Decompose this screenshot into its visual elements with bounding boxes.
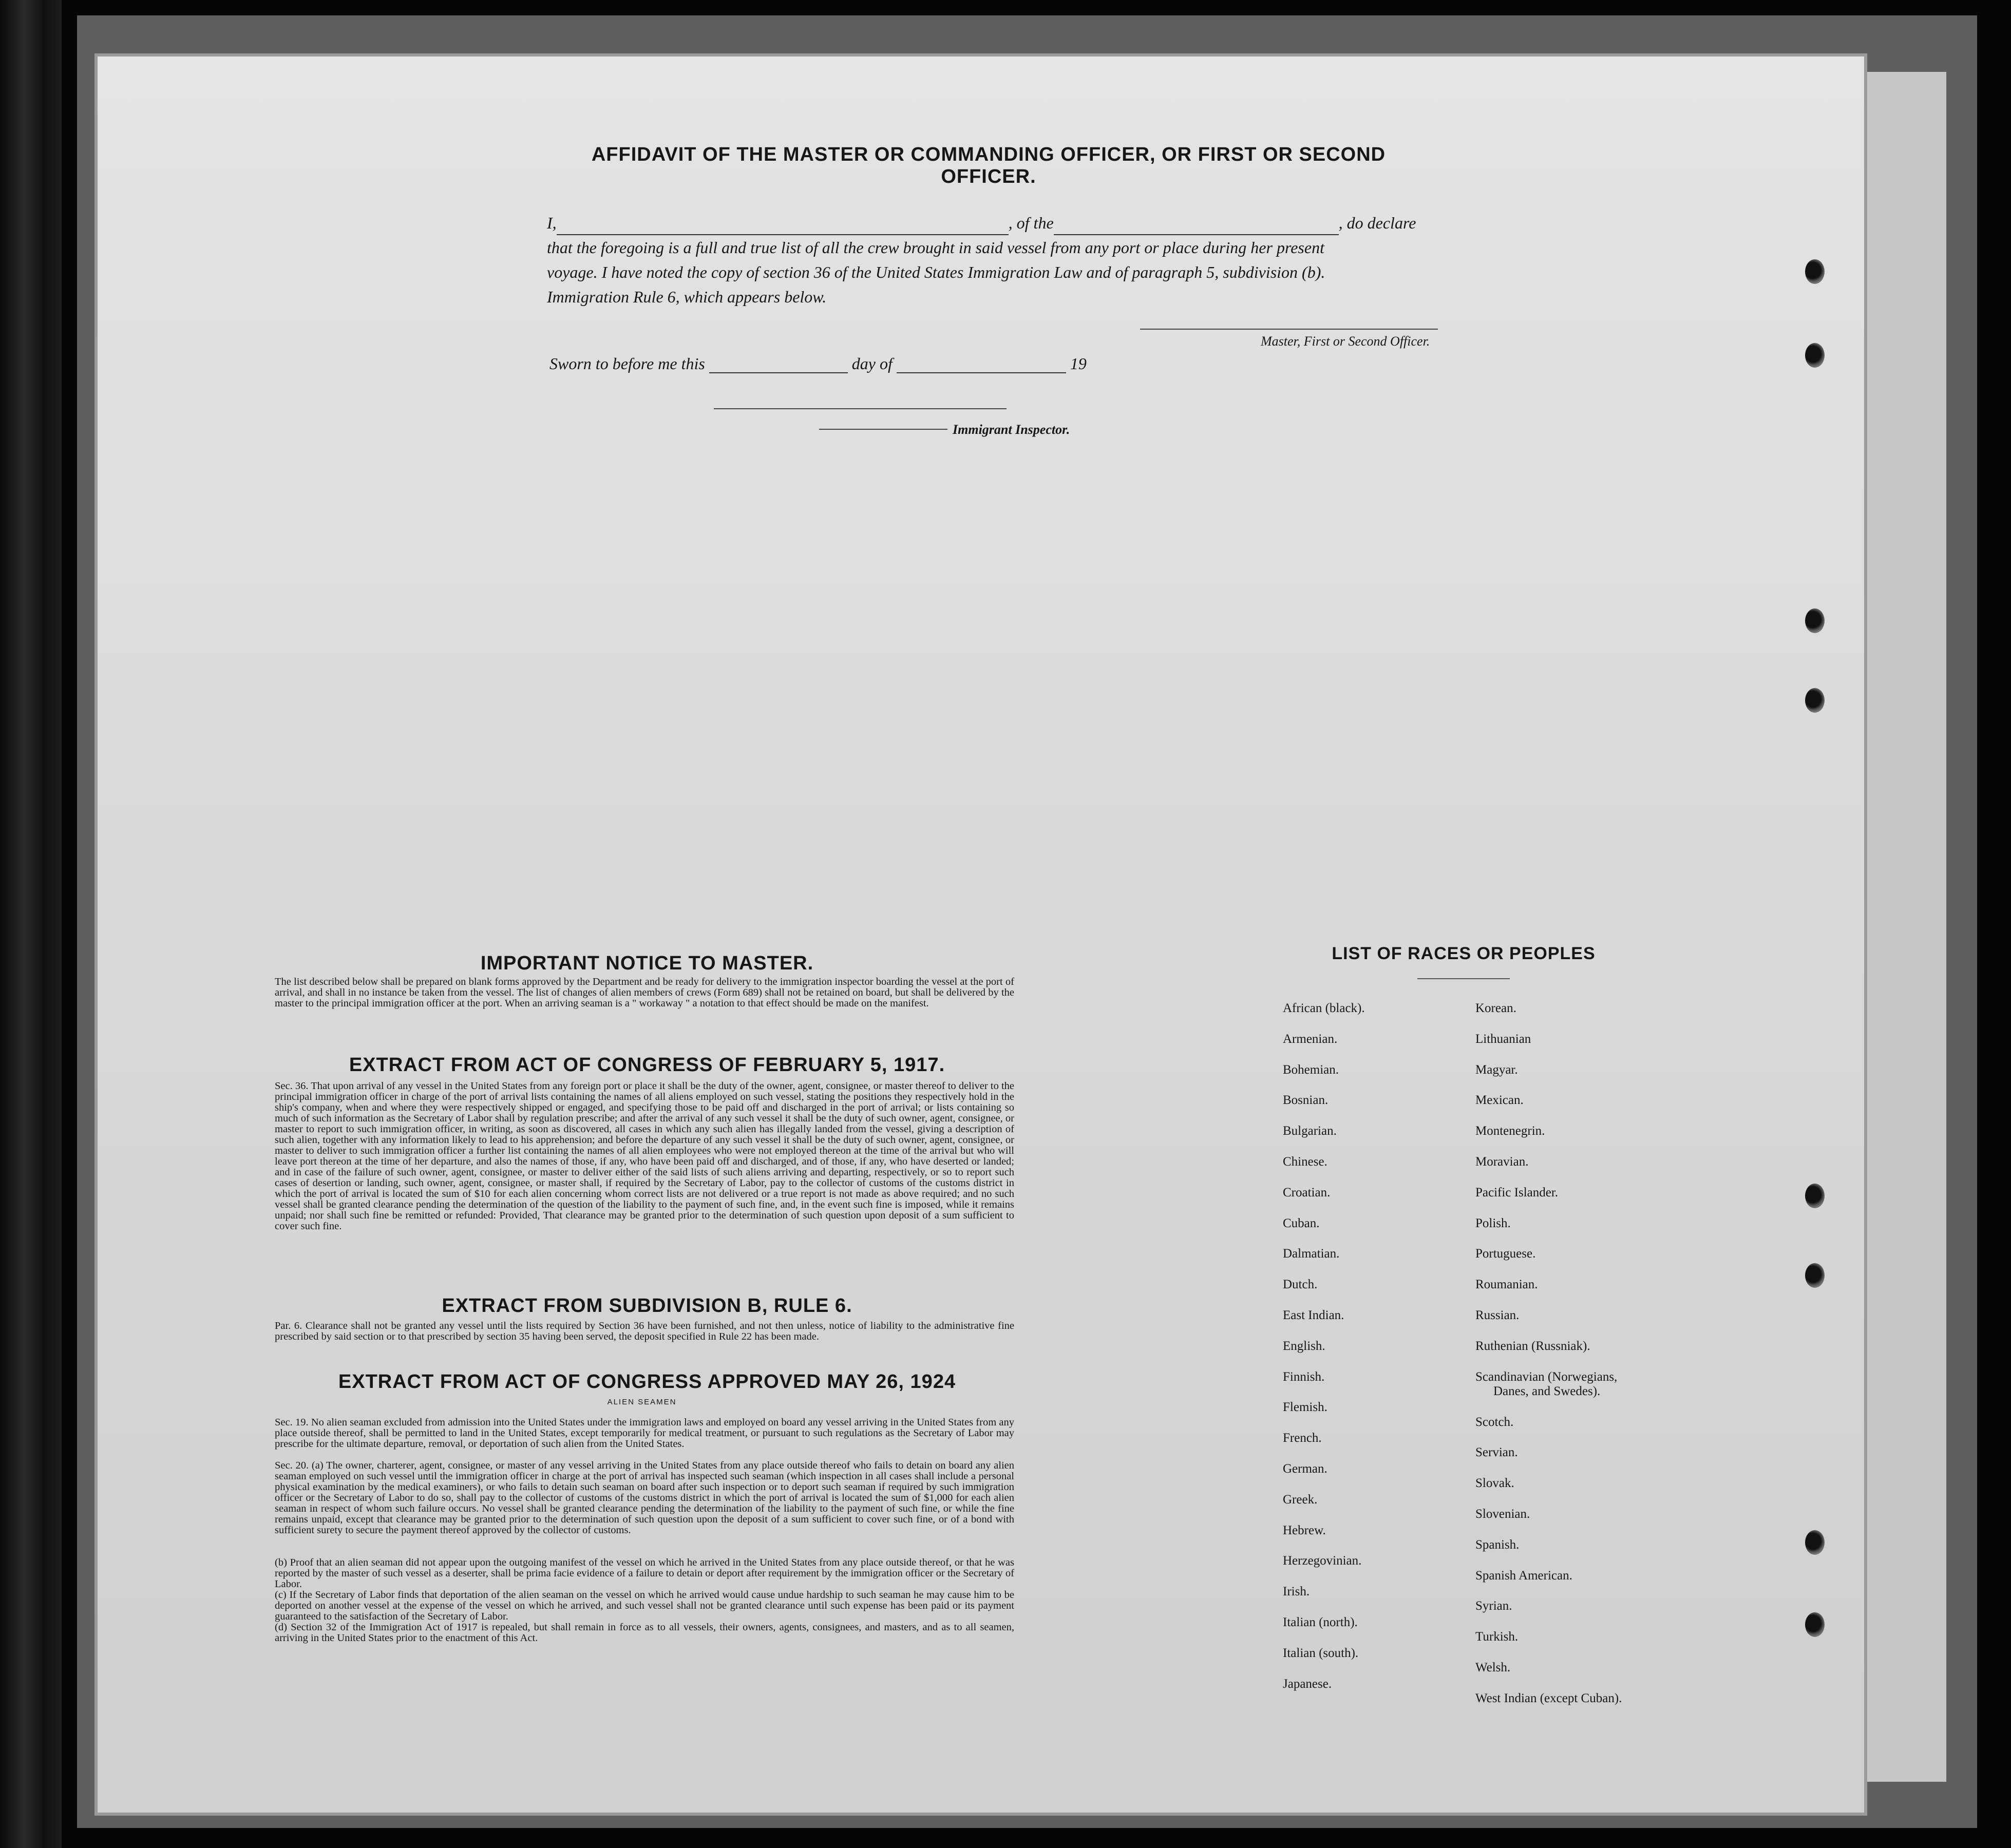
race-item: Turkish. bbox=[1475, 1630, 1519, 1644]
affidavit-line-4: Immigration Rule 6, which appears below. bbox=[547, 288, 827, 306]
race-item: Ruthenian (Russniak). bbox=[1475, 1339, 1590, 1353]
race-item: Magyar. bbox=[1475, 1063, 1518, 1077]
notice-title: IMPORTANT NOTICE TO MASTER. bbox=[480, 952, 814, 974]
race-item: German. bbox=[1283, 1462, 1327, 1476]
race-item: Dalmatian. bbox=[1283, 1247, 1340, 1261]
extract-1924-sec19: Sec. 19. No alien seaman excluded from admission into the United States under the immigration laws and employed on board any vessel arriving in the United States from any place outside thereof, shall be permitted to land in the United States, except temporarily for medical treatment, or pursuant to such regulations as the Secretary of Labor may prescribe for the ultimate departure, removal, or deportation of such alien from the United States. bbox=[275, 1417, 1014, 1450]
race-item: Bosnian. bbox=[1283, 1093, 1329, 1107]
race-item: Bulgarian. bbox=[1283, 1124, 1337, 1138]
extract-1924-sec20d: (d) Section 32 of the Immigration Act of 1917 is repealed, but shall remain in force as to all vessels, their owners, agents, consignees, and masters, and as to all seamen, arriving in the United States prior to the enactment of this Act. bbox=[275, 1622, 1014, 1644]
affidavit-line-2: that the foregoing is a full and true list of all the crew brought in said vessel from any port or place during her present bbox=[547, 238, 1324, 257]
race-item: Polish. bbox=[1475, 1216, 1511, 1230]
binder-hole-icon bbox=[1805, 259, 1825, 284]
race-item: Scandinavian (Norwegians, bbox=[1475, 1370, 1618, 1384]
race-item: West Indian (except Cuban). bbox=[1475, 1691, 1622, 1705]
races-title: LIST OF RACES OR PEOPLES bbox=[1332, 944, 1596, 963]
race-item: Cuban. bbox=[1283, 1216, 1320, 1230]
affidavit-line-1: I, , of the , do declare bbox=[547, 211, 1446, 235]
inspector-signature-line[interactable] bbox=[714, 408, 1007, 409]
race-item: Irish. bbox=[1283, 1585, 1310, 1598]
race-item: Syrian. bbox=[1475, 1599, 1512, 1613]
race-item: Hebrew. bbox=[1283, 1523, 1326, 1537]
binder-hole-icon bbox=[1805, 688, 1825, 713]
race-item: Moravian. bbox=[1475, 1155, 1529, 1169]
race-item: Roumanian. bbox=[1475, 1278, 1538, 1291]
races-title-rule bbox=[1417, 978, 1510, 979]
race-item: Bohemian. bbox=[1283, 1063, 1339, 1077]
race-item: Finnish. bbox=[1283, 1370, 1325, 1384]
race-item: Spanish. bbox=[1475, 1538, 1520, 1552]
master-signature-line[interactable] bbox=[1140, 329, 1438, 330]
rule6-title: EXTRACT FROM SUBDIVISION B, RULE 6. bbox=[442, 1295, 852, 1317]
race-item: English. bbox=[1283, 1339, 1325, 1353]
race-item: Servian. bbox=[1475, 1445, 1518, 1459]
extract-1917-text: Sec. 36. That upon arrival of any vessel in the United States from any foreign port or place it shall be the duty of the owner, agent, consignee, or master thereof to deliver to the principal immigration officer in charge of the port of arrival lists containing the names of all aliens employed on such vessel, stating the positions they respectively hold in the ship's company, when and where they were respectively shipped or engaged, and specifying those to be paid off and discharged in the port of arrival; or lists containing so much of such information as the Secretary of Labor shall by regulation prescribe; and after the arrival of any such vessel it shall be the duty of such owner, agent, consignee, or master to report to such immigration officer, in writing, as soon as discovered, all cases in which any such alien has illegally landed from the vessel, giving a description of such alien, together with any information likely to lead to his apprehension; and before the departure of any such vessel it shall be the duty of such owner, agent, consignee, or master to deliver to such immigration officer a further list containing the names of all alien employees who were not employed thereon at the time of the arrival but who will leave port thereon at the time of her departure, and also the names of those, if any, who have been paid off and discharged, and of those, if any, who have deserted or landed; and in case of the failure of such owner, agent, consignee, or master to deliver either of the said lists of such aliens arriving and departing, respectively, or so to report such cases of desertion or landing, such owner, agent, consignee, or master shall, if required by the Secretary of Labor, pay to the collector of customs of the customs district in which the port of arrival is located the sum of $10 for each alien concerning whom correct lists are not delivered or a true report is not made as above required; and no such vessel shall be granted clearance pending the determination of the question of the liability to the payment of such fine, and, in the event such fine is imposed, while it remains unpaid; nor shall such fine be remitted or refunded: Provided, That clearance may be granted prior to the determination of such question upon deposit of a sum sufficient to cover such fine. bbox=[275, 1080, 1014, 1232]
binder-hole-icon bbox=[1805, 1612, 1825, 1637]
sworn-month-field[interactable] bbox=[897, 355, 1066, 373]
extract-1924-sec20a: Sec. 20. (a) The owner, charterer, agent, consignee, or master of any vessel arriving in the United States from any place outside thereof who fails to detain on board any alien seaman employed on such vessel until the immigration officer in charge at the port of arrival has inspected such seaman (which inspection in all cases shall include a personal physical examination by the medical examiners), or who fails to detain such seaman on board after such inspection or to deport such seaman if required by such immigration officer or the Secretary of Labor to do so, shall pay to the collector of customs of the customs district in which the port of arrival is located the sum of $1,000 for each alien seaman in respect of whom such failure occurs. No vessel shall be granted clearance pending the determination of the liability to the payment of such fine, or while the fine remains unpaid, except that clearance may be granted prior to the determination of such question upon the deposit of a sum sufficient to cover such fine, or of a bond with sufficient surety to secure the payment thereof approved by the collector of customs. bbox=[275, 1460, 1014, 1536]
affidavit-title: AFFIDAVIT OF THE MASTER OR COMMANDING OFFICER, OR FIRST OR SECOND OFFICER. bbox=[591, 144, 1386, 187]
binder-hole-icon bbox=[1805, 1530, 1825, 1555]
race-item: Armenian. bbox=[1283, 1032, 1338, 1046]
race-item: Croatian. bbox=[1283, 1186, 1331, 1199]
race-item: Chinese. bbox=[1283, 1155, 1327, 1169]
binder-hole-icon bbox=[1805, 1184, 1825, 1208]
race-item: Japanese. bbox=[1283, 1677, 1332, 1691]
affidavit-text bbox=[547, 211, 1446, 309]
race-item: Slovenian. bbox=[1475, 1507, 1530, 1521]
race-item: Spanish American. bbox=[1475, 1569, 1572, 1583]
race-item: Lithuanian bbox=[1475, 1032, 1531, 1046]
race-item: Pacific Islander. bbox=[1475, 1186, 1559, 1199]
race-item: Dutch. bbox=[1283, 1278, 1318, 1291]
notice-text: The list described below shall be prepared on blank forms approved by the Department and be ready for delivery to the immigration inspector boarding the vessel at the port of arrival, and shall in no instance be taken from the vessel. The list of changes of alien members of crews (Form 689) shall not be retained on board, but shall be delivered by the master to the principal immigration officer at the port. When an arriving seaman is a " workaway " a notation to that effect should be made on the manifest. bbox=[275, 976, 1014, 1009]
scan-left-edge bbox=[0, 0, 62, 1848]
extract-1924-title: EXTRACT FROM ACT OF CONGRESS APPROVED MAY 26, 1924 bbox=[338, 1371, 956, 1393]
race-item: Herzegovinian. bbox=[1283, 1554, 1362, 1568]
master-signature-label: Master, First or Second Officer. bbox=[1261, 334, 1430, 349]
race-item: Welsh. bbox=[1475, 1661, 1511, 1674]
form-page bbox=[98, 56, 1864, 1813]
race-item: Slovak. bbox=[1475, 1476, 1514, 1490]
extract-1917-title: EXTRACT FROM ACT OF CONGRESS OF FEBRUARY 5, 1917. bbox=[349, 1054, 945, 1076]
sworn-day-field[interactable] bbox=[709, 355, 848, 373]
binder-hole-icon bbox=[1805, 1263, 1825, 1288]
extract-1924-sec20c: (c) If the Secretary of Labor finds that deportation of the alien seaman on the vessel on which he arrived would cause undue hardship to such seaman he may cause him to be deported on another vessel at the expense of the vessel on which he arrived, and such vessel shall not be granted clearance until such expense has been paid or its payment guaranteed to the satisfaction of the Secretary of Labor. bbox=[275, 1589, 1014, 1622]
sworn-statement: Sworn to before me this day of 19 bbox=[549, 354, 1087, 373]
race-item: Italian (south). bbox=[1283, 1646, 1359, 1660]
race-item: Mexican. bbox=[1475, 1093, 1524, 1107]
race-item: French. bbox=[1283, 1431, 1322, 1445]
rule6-text: Par. 6. Clearance shall not be granted any vessel until the lists required by Section 36 have been furnished, and not then unless, notice of liability to the administrative fine prescribed by said section or to that prescribed by section 35 having been served, the deposit specified in Rule 22 has been made. bbox=[275, 1320, 1014, 1342]
binder-hole-icon bbox=[1805, 343, 1825, 368]
race-item: Greek. bbox=[1283, 1493, 1318, 1507]
inspector-signature-line-2[interactable] bbox=[819, 429, 947, 430]
race-item: East Indian. bbox=[1283, 1308, 1344, 1322]
inspector-label: Immigrant Inspector. bbox=[953, 422, 1070, 437]
extract-1924-subtitle: ALIEN SEAMEN bbox=[607, 1398, 677, 1406]
extract-1924-sec20b: (b) Proof that an alien seaman did not appear upon the outgoing manifest of the vessel on which he arrived in the United States from any place outside thereof, or that he was reported by the master of such vessel as a deserter, shall be prima facie evidence of a failure to detain or deport after requirement by the immigration officer or the Secretary of Labor. bbox=[275, 1557, 1014, 1590]
binder-hole-icon bbox=[1805, 608, 1825, 633]
race-item: Montenegrin. bbox=[1475, 1124, 1545, 1138]
affidavit-line-3: voyage. I have noted the copy of section 36 of the United States Immigration Law and of paragraph 5, subdivision (b). bbox=[547, 263, 1325, 281]
race-item: Scotch. bbox=[1475, 1415, 1514, 1429]
race-item: Italian (north). bbox=[1283, 1615, 1358, 1629]
race-item: African (black). bbox=[1283, 1001, 1365, 1015]
vessel-blank-field[interactable] bbox=[1054, 217, 1339, 235]
race-item: Flemish. bbox=[1283, 1400, 1327, 1414]
name-blank-field[interactable] bbox=[557, 217, 1009, 235]
race-item: Danes, and Swedes). bbox=[1493, 1384, 1601, 1398]
race-item: Russian. bbox=[1475, 1308, 1520, 1322]
right-margin-strip bbox=[1864, 72, 1946, 1782]
race-item: Korean. bbox=[1475, 1001, 1516, 1015]
race-item: Portuguese. bbox=[1475, 1247, 1536, 1261]
